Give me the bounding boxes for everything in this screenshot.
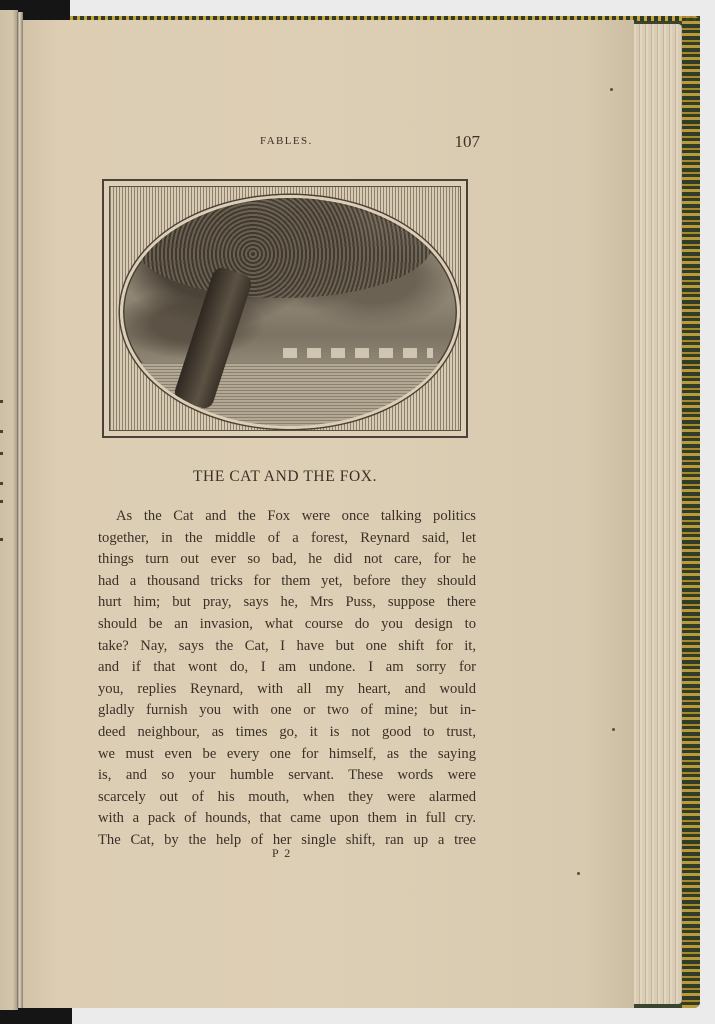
hounds [283, 348, 433, 358]
text-line: take? Nay, says the Cat, I have but one shift for it, [98, 637, 476, 654]
engraving-illustration [102, 179, 468, 438]
fable-body [98, 506, 476, 852]
page-block-edges [630, 24, 682, 1004]
text-line: should be an invasion, what course do you design to [98, 615, 476, 632]
left-page-marks [0, 400, 4, 550]
text-line: As the Cat and the Fox were once talking politics [116, 508, 476, 524]
text-line: we must even be every one for himself, as the saying [98, 745, 476, 762]
text-line: deed neighbour, as times go, it is not good to trust, [98, 723, 476, 740]
book-page [22, 20, 634, 1008]
fable-title: THE CAT AND THE FOX. [192, 468, 378, 485]
engraving-frame [109, 186, 461, 431]
text-line: together, in the middle of a forest, Reynard said, let [98, 529, 476, 546]
foxing-spot [610, 88, 613, 91]
text-line: gladly furnish you with one or two of mine; but in- [98, 702, 476, 719]
book-gutter [17, 12, 23, 1008]
foxing-spot [577, 872, 580, 875]
foxing-spot [612, 728, 615, 731]
text-line: had a thousand tricks for them yet, before they should [98, 572, 476, 589]
running-title: FABLES. [260, 135, 313, 147]
text-line: is, and so your humble servant. These words were [98, 767, 476, 784]
left-page-edge [0, 10, 18, 1010]
text-line: scarcely out of his mouth, when they were alarmed [98, 788, 476, 805]
running-head [260, 132, 480, 154]
text-line: hurt him; but pray, says he, Mrs Puss, suppose there [98, 594, 476, 611]
signature-mark: P 2 [272, 846, 292, 860]
text-line: things turn out ever so bad, he did not care, for he [98, 551, 476, 568]
engraving-image [120, 195, 460, 429]
text-line: with a pack of hounds, that came upon them in full cry. [98, 810, 476, 827]
gilt-border-right [682, 16, 700, 1008]
page-number: 107 [454, 132, 480, 151]
text-line: and if that wont do, I am undone. I am sorry for [98, 659, 476, 676]
text-line: you, replies Reynard, with all my heart, and would [98, 680, 476, 697]
text-line: The Cat, by the help of her single shift, ran up a tree [98, 831, 476, 848]
ground-hatching [123, 363, 457, 429]
tree-canopy [133, 195, 433, 298]
